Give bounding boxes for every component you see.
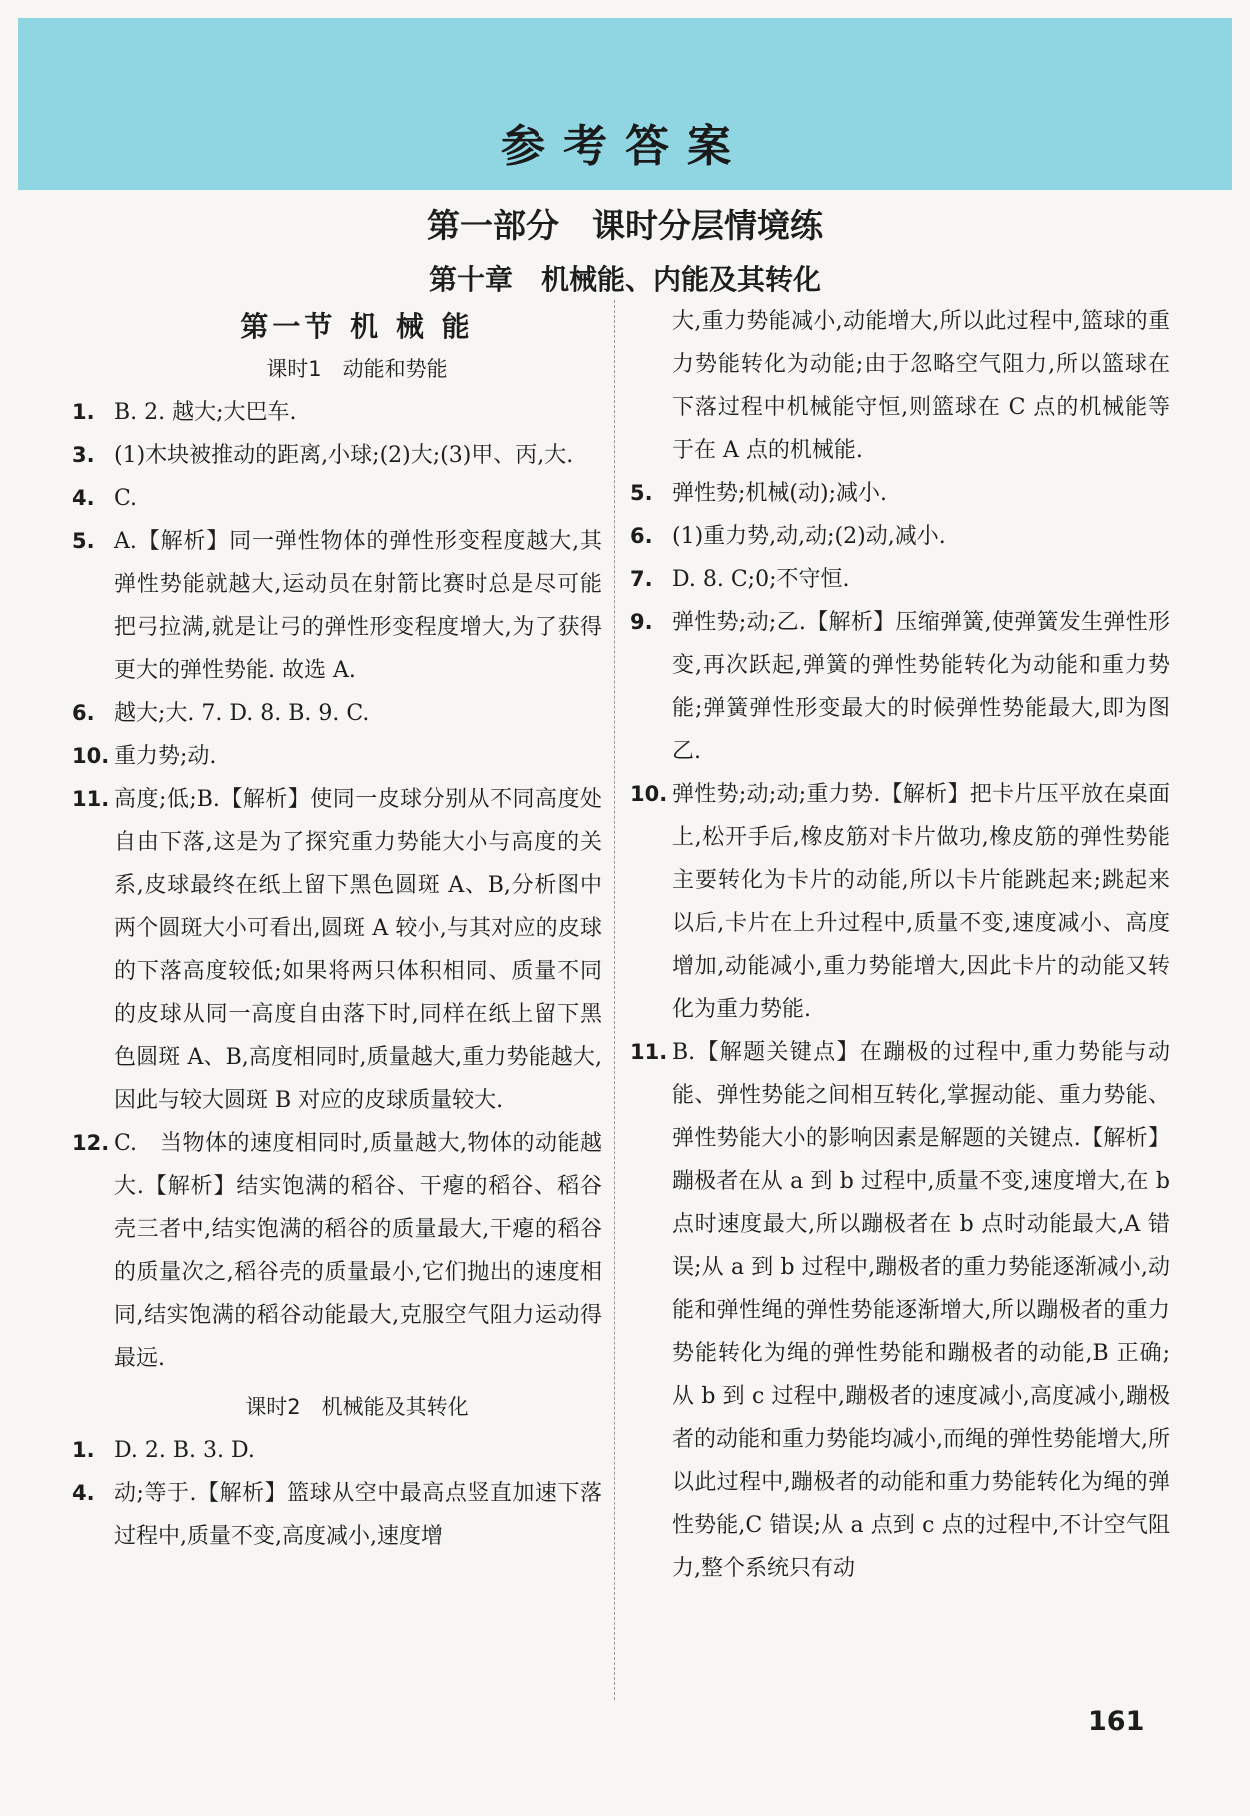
answer-text: D. 8. C;0;不守恒.	[672, 567, 850, 592]
lesson-title: 课时1 动能和势能	[266, 357, 448, 381]
answer-item	[630, 515, 1170, 558]
answer-number: 11.	[72, 787, 110, 811]
answer-number: 10.	[630, 782, 668, 806]
answer-text: B.【解题关键点】在蹦极的过程中,重力势能与动能、弹性势能之间相互转化,掌握动能、重力势能、弹性势能大小的影响因素是解题的关键点.【解析】蹦极者在从 a 到 b 过程中,质量不变,速度增大,在 b 点时速度最大,所以蹦极者在 b 点时动能最大,A 错误;从 a 到 b 过程中,蹦极者的重力势能逐渐减小,动能和弹性绳的弹性势能逐渐增大,所以蹦极者的重力势能转化为绳的弹性势能和蹦极者的动能,B 正确;从 b 到 c 过程中,蹦极者的速度减小,高度减小,蹦极者的动能和重力势能均减小,而绳的弹性势能增大,所以此过程中,蹦极者的动能和重力势能转化为绳的弹性势能,C 错误;从 a 点到 c 点的过程中,不计空气阻力,整个系统只有动	[672, 1040, 1170, 1581]
answer-text: (1)重力势,动,动;(2)动,减小.	[672, 524, 946, 549]
banner-title: 参考答案	[501, 121, 749, 172]
answer-number: 6.	[72, 701, 95, 725]
answer-text: 弹性势;机械(动);减小.	[672, 481, 887, 506]
answer-item	[72, 391, 602, 434]
answer-item	[72, 1472, 602, 1558]
answer-number: 3.	[72, 443, 95, 467]
lesson1-answers	[72, 391, 602, 1380]
column-divider	[614, 300, 615, 1700]
answer-number: 4.	[72, 486, 95, 510]
answer-text: A.【解析】同一弹性物体的弹性形变程度越大,其弹性势能就越大,运动员在射箭比赛时总是尽可能把弓拉满,就是让弓的弹性形变程度增大,为了获得更大的弹性势能. 故选 A.	[114, 529, 602, 683]
left-column	[72, 305, 602, 1558]
answer-number: 1.	[72, 1438, 95, 1462]
answer-number: 9.	[630, 610, 653, 634]
answer-item	[72, 735, 602, 778]
answer-text: 大,重力势能减小,动能增大,所以此过程中,篮球的重力势能转化为动能;由于忽略空气阻力,所以篮球在下落过程中机械能守恒,则篮球在 C 点的机械能等于在 A 点的机械能.	[672, 309, 1170, 463]
answer-number: 12.	[72, 1131, 110, 1155]
answer-item	[72, 1122, 602, 1380]
answer-text: 弹性势;动;乙.【解析】压缩弹簧,使弹簧发生弹性形变,再次跃起,弹簧的弹性势能转化为动能和重力势能;弹簧弹性形变最大的时候弹性势能最大,即为图乙.	[672, 610, 1170, 764]
answer-text: B. 2. 越大;大巴车.	[114, 400, 297, 425]
answer-item	[630, 558, 1170, 601]
answer-item	[630, 601, 1170, 773]
lesson-title: 课时2 机械能及其转化	[245, 1395, 469, 1419]
answer-text: C.	[114, 486, 138, 511]
answer-item	[72, 477, 602, 520]
right-column	[630, 300, 1170, 1590]
lesson2-answers	[72, 1429, 602, 1558]
answer-item	[72, 692, 602, 735]
page-number: 161	[1088, 1706, 1145, 1737]
answer-number: 5.	[72, 529, 95, 553]
answer-number: 6.	[630, 524, 653, 548]
answer-item	[72, 778, 602, 1122]
answer-number: 10.	[72, 744, 110, 768]
answer-item	[72, 1429, 602, 1472]
answer-item	[72, 434, 602, 477]
answer-item	[630, 472, 1170, 515]
answer-text: 重力势;动.	[114, 744, 217, 769]
answer-text: 动;等于.【解析】篮球从空中最高点竖直加速下落过程中,质量不变,高度减小,速度增	[114, 1481, 602, 1549]
section-title: 第一节 机 械 能	[240, 310, 474, 343]
answer-text: 越大;大. 7. D. 8. B. 9. C.	[114, 701, 370, 726]
answer-number: 1.	[72, 400, 95, 424]
answer-text: 高度;低;B.【解析】使同一皮球分别从不同高度处自由下落,这是为了探究重力势能大小与高度的关系,皮球最终在纸上留下黑色圆斑 A、B,分析图中两个圆斑大小可看出,圆斑 A 较小,与其对应的皮球的下落高度较低;如果将两只体积相同、质量不同的皮球从同一高度自由落下时,同样在纸上留下黑色圆斑 A、B,高度相同时,质量越大,重力势能越大,因此与较大圆斑 B 对应的皮球质量较大.	[114, 787, 602, 1113]
right-answers	[630, 472, 1170, 1590]
answer-continuation	[630, 300, 1170, 472]
answer-number: 4.	[72, 1481, 95, 1505]
answer-item	[72, 520, 602, 692]
chapter-title: 第十章 机械能、内能及其转化	[428, 263, 821, 296]
header-banner	[18, 18, 1232, 190]
answer-item	[630, 1031, 1170, 1590]
answer-text: 弹性势;动;动;重力势.【解析】把卡片压平放在桌面上,松开手后,橡皮筋对卡片做功,橡皮筋的弹性势能主要转化为卡片的动能,所以卡片能跳起来;跳起来以后,卡片在上升过程中,质量不变,速度减小、高度增加,动能减小,重力势能增大,因此卡片的动能又转化为重力势能.	[672, 782, 1170, 1022]
answer-text: (1)木块被推动的距离,小球;(2)大;(3)甲、丙,大.	[114, 443, 574, 468]
answer-number: 7.	[630, 567, 653, 591]
part-title: 第一部分 课时分层情境练	[427, 206, 823, 245]
answer-number: 5.	[630, 481, 653, 505]
answer-text: D. 2. B. 3. D.	[114, 1438, 255, 1463]
answer-number: 11.	[630, 1040, 668, 1064]
answer-item	[630, 773, 1170, 1031]
answer-text: C. 当物体的速度相同时,质量越大,物体的动能越大.【解析】结实饱满的稻谷、干瘪的稻谷、稻谷壳三者中,结实饱满的稻谷的质量最大,干瘪的稻谷的质量次之,稻谷壳的质量最小,它们抛出的速度相同,结实饱满的稻谷动能最大,克服空气阻力运动得最远.	[114, 1131, 602, 1371]
